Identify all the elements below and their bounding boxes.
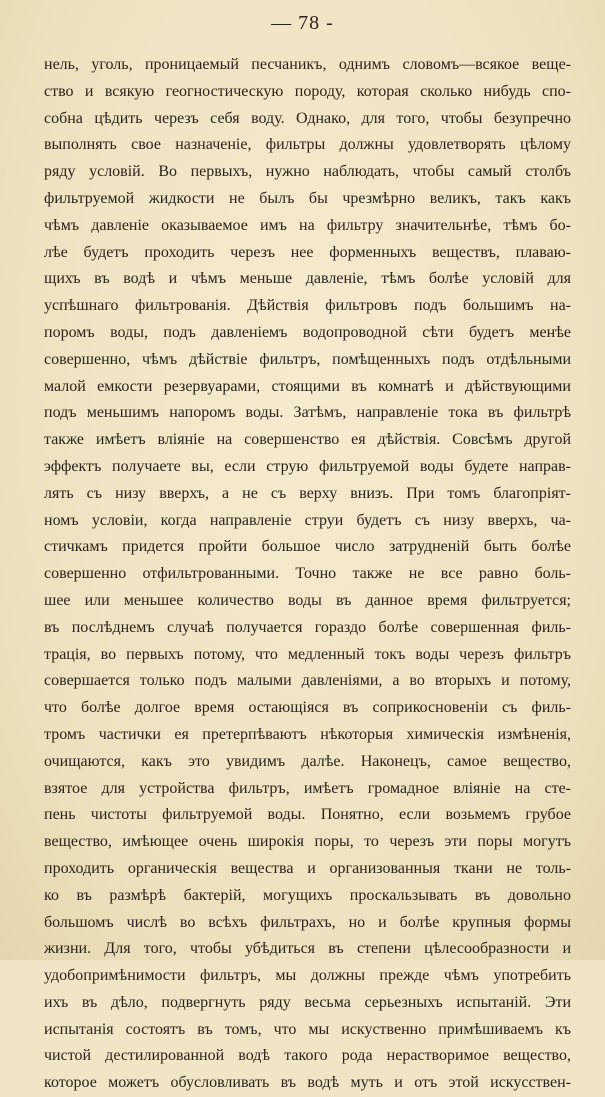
text-line: щихъ въ водѣ и чѣмъ меньше давленіе, тѣмъ болѣе условій для xyxy=(44,270,571,288)
text-line: также имѣетъ вліяніе на совершенство ея дѣйствія. Совсѣмъ другой xyxy=(44,431,571,449)
text-line: пень чистоты фильтруемой воды. Понятно, если возьмемъ грубое xyxy=(44,806,571,824)
text-line: шее или меньшее количество воды въ данное время фильтруется; xyxy=(44,591,571,609)
text-line: эффектъ получаете вы, если струю фильтруемой воды будете направ- xyxy=(44,457,571,475)
text-line: большомъ числѣ во всѣхъ фильтрахъ, но и болѣе крупныя формы xyxy=(44,913,571,931)
text-line: лять съ низу вверхъ, а не съ верху внизъ. При томъ благопріят- xyxy=(44,484,571,502)
text-line: чѣмъ давленіе оказываемое имъ на фильтру значительнѣе, тѣмъ бо- xyxy=(44,216,571,234)
text-line: фильтруемой жидкости не былъ бы чрезмѣрно великъ, такъ какъ xyxy=(44,189,571,207)
text-line: ряду условій. Во первыхъ, нужно наблюдать, чтобы самый столбъ xyxy=(44,163,571,181)
text-line: трація, во первыхъ потому, что медленный токъ воды черезъ фильтръ xyxy=(44,645,571,663)
text-line: чистой дестилированной водѣ такого рода нерастворимое вещество, xyxy=(44,1047,571,1065)
text-line: подъ меньшимъ напоромъ воды. Затѣмъ, направленіе тока въ фильтрѣ xyxy=(44,404,571,422)
text-line: ихъ въ дѣло, подвергнуть ряду весьма серьезныхъ испытаній. Эти xyxy=(44,993,571,1011)
text-line: взятое для устройства фильтръ, имѣетъ громадное вліяніе на сте- xyxy=(44,779,571,797)
text-line: совершенно, чѣмъ дѣйствіе фильтръ, помѣщенныхъ подъ отдѣльными xyxy=(44,350,571,368)
text-line: совершенно отфильтрованными. Точно также не все равно боль- xyxy=(44,565,571,583)
text-line: тромъ частички ея претерпѣваютъ нѣкоторыя химическія измѣненія, xyxy=(44,725,571,743)
text-line: поромъ воды, подъ давленіемъ водопроводной сѣти будетъ менѣе xyxy=(44,323,571,341)
text-line: выполнять свое назначеніе, фильтры должны удовлетворять цѣлому xyxy=(44,136,571,154)
text-line: очищаются, какъ это увидимъ далѣе. Наконецъ, самое вещество, xyxy=(44,752,571,770)
text-line: нель, уголь, проницаемый песчаникъ, однимъ словомъ—всякое веще- xyxy=(44,56,571,73)
text-line: что болѣе долгое время остающіяся въ соприкосновеніи съ филь- xyxy=(44,699,571,717)
text-line: жизни. Для того, чтобы убѣдиться въ степени цѣлесообразности и xyxy=(44,940,571,958)
text-line: ство и всякую геогностическую породу, которая сколько нибудь спо- xyxy=(44,82,571,100)
page-number: — 78 - xyxy=(271,12,334,34)
text-line: вещество, имѣющее очень широкія поры, то черезъ эти поры могутъ xyxy=(44,833,571,851)
text-line: лѣе будетъ проходить черезъ нее форменныхъ веществъ, плаваю- xyxy=(44,243,571,261)
text-line: которое можетъ обусловливать въ водѣ муть и отъ этой искусствен- xyxy=(44,1074,571,1092)
text-line: проходить органическія вещества и организованныя ткани не толь- xyxy=(44,859,571,877)
text-line: ко въ размѣрѣ бактерій, могущихъ проскальзывать въ довольно xyxy=(44,886,571,904)
text-line: малой емкости резервуарами, стоящими въ комнатѣ и дѣйствующими xyxy=(44,377,571,395)
text-line: въ послѣднемъ случаѣ получается гораздо болѣе совершенная филь- xyxy=(44,618,571,636)
text-line: совершается только подъ малыми давленіями, а во вторыхъ и потому, xyxy=(44,672,571,690)
body-text xyxy=(44,52,571,1097)
text-line: собна цѣдить черезъ себя воду. Однако, для того, чтобы безупречно xyxy=(44,109,571,127)
text-line: номъ условіи, когда направленіе струи будетъ съ низу вверхъ, ча- xyxy=(44,511,571,529)
text-line: успѣшнаго фильтрованія. Дѣйствія фильтровъ подъ большимъ на- xyxy=(44,297,571,315)
text-line: стичкамъ придется пройти большое число затрудненій быть болѣе xyxy=(44,538,571,556)
text-line: удобопримѣнимости фильтръ, мы должны прежде чѣмъ употребить xyxy=(44,967,571,985)
text-line: испытанія состоятъ въ томъ, что мы искуственно примѣшиваемъ къ xyxy=(44,1020,571,1038)
